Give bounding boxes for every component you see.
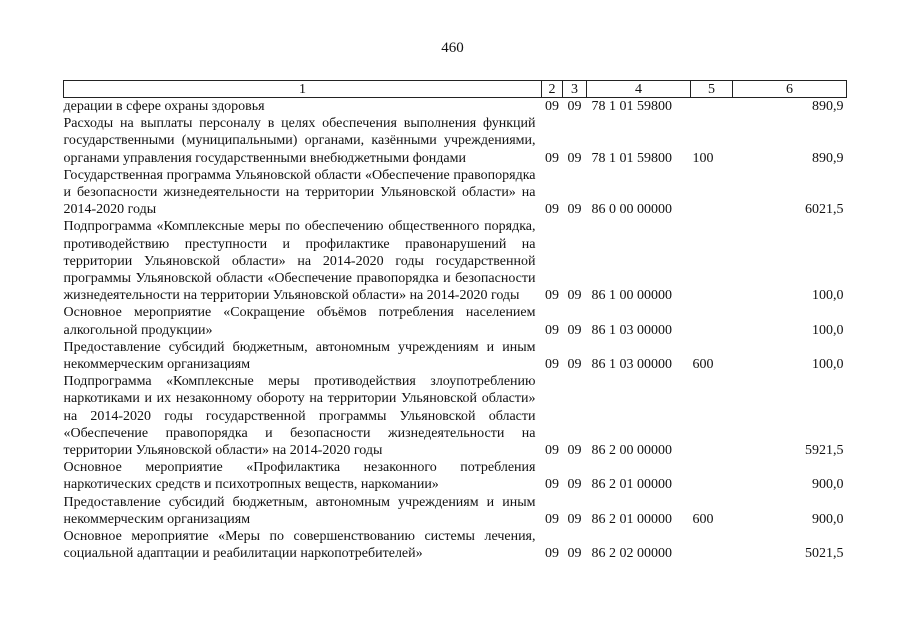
row-expense-type: [691, 98, 733, 116]
row-target-code: 78 1 01 59800: [591, 99, 672, 114]
row-section: 09: [545, 443, 559, 459]
row-expense-type: 100: [692, 150, 714, 166]
row-expense-type: [691, 218, 733, 304]
row-name-text: Основное мероприятие «Меры по совершенствованию системы лечения, социальной адаптации и реабилитации наркопотребителей»: [63, 529, 536, 562]
table-row: [64, 115, 847, 167]
row-subsection: 09: [567, 202, 582, 218]
row-amount: 890,9: [812, 99, 844, 114]
row-name-text: Государственная программа Ульяновской области «Обеспечение правопорядка и безопасности жизнедеятельности на территории Ульяновской области» на 2014-2020 годы: [63, 167, 536, 218]
row-subsection: 09: [567, 150, 582, 166]
row-name: [64, 115, 542, 167]
row-amount: 900,0: [812, 477, 844, 493]
row-amount: 5021,5: [805, 546, 844, 562]
row-target-code: 86 2 00 00000: [591, 443, 672, 459]
row-name-text: Основное мероприятие «Профилактика незаконного потребления наркотических средств и психотропных веществ, наркомании»: [63, 460, 536, 493]
row-target-code: 86 2 01 00000: [591, 477, 672, 493]
header-col-1: 1: [64, 81, 542, 98]
header-col-4: 4: [587, 81, 691, 98]
row-amount: 100,0: [812, 357, 844, 373]
row-expense-type: [691, 528, 733, 562]
row-name: [64, 528, 542, 562]
row-section: 09: [545, 150, 559, 166]
row-name-text: Предоставление субсидий бюджетным, автономным учреждениям и иным некоммерческим организациям: [63, 339, 536, 373]
row-name-text: Подпрограмма «Комплексные меры противодействия злоупотреблению наркотиками и их незаконному обороту на территории Ульяновской области» на 2014-2020 годы государственной программы Ульяновской области «Обеспечение правопорядка и безопасности жизнедеятельности на территории Ульяновской области» на 2014-2020 годы: [63, 374, 536, 459]
row-name: [64, 304, 542, 338]
table-row: [64, 528, 847, 562]
row-amount: 890,9: [812, 150, 844, 166]
row-section: 09: [545, 546, 559, 562]
row-section: 09: [545, 477, 559, 493]
row-expense-type: 600: [692, 357, 714, 373]
row-section: 09: [545, 357, 559, 373]
row-expense-type: [691, 304, 733, 338]
table-row: [64, 339, 847, 373]
row-amount: 900,0: [812, 511, 844, 527]
row-name: [64, 98, 542, 116]
row-target-code: 86 2 02 00000: [591, 546, 672, 562]
row-name: [64, 218, 542, 304]
table-row: [64, 459, 847, 493]
header-col-6: 6: [733, 81, 847, 98]
row-subsection: 09: [567, 511, 582, 527]
row-name-text: Основное мероприятие «Сокращение объёмов потребления населением алкогольной продукции»: [63, 305, 536, 338]
row-target-code: 86 0 00 00000: [591, 202, 672, 218]
row-name: [64, 494, 542, 528]
row-expense-type: [691, 373, 733, 459]
row-name: [64, 373, 542, 459]
row-name-text: Предоставление субсидий бюджетным, автономным учреждениям и иным некоммерческим организациям: [63, 494, 536, 527]
row-subsection: 09: [567, 443, 582, 459]
row-section: 09: [545, 288, 559, 304]
row-amount: 100,0: [812, 322, 844, 338]
table-row: [64, 304, 847, 338]
header-row: [64, 81, 847, 98]
row-section: 09: [545, 99, 559, 114]
row-expense-type: 600: [692, 511, 714, 527]
table-row: [64, 373, 847, 459]
row-target-code: 86 1 03 00000: [591, 357, 672, 373]
row-section: 09: [545, 202, 559, 218]
row-target-code: 78 1 01 59800: [591, 150, 672, 166]
row-amount: 5921,5: [805, 443, 844, 459]
row-expense-type: [691, 167, 733, 219]
header-col-5: 5: [691, 81, 733, 98]
row-subsection: 09: [567, 546, 582, 562]
row-subsection: 09: [567, 322, 582, 338]
table-header: [64, 81, 847, 98]
row-subsection: 09: [567, 288, 582, 304]
row-target-code: 86 2 01 00000: [591, 511, 672, 527]
budget-table: [63, 80, 847, 562]
row-name-text: дерации в сфере охраны здоровья: [63, 99, 265, 114]
table-row: [64, 218, 847, 304]
row-name: [64, 459, 542, 493]
table-row: [64, 494, 847, 528]
row-target-code: 86 1 03 00000: [591, 322, 672, 338]
row-subsection: 09: [567, 99, 582, 114]
page-number: 460: [441, 40, 464, 56]
row-name: [64, 339, 542, 373]
row-expense-type: [691, 459, 733, 493]
row-name: [64, 167, 542, 219]
table-body: [64, 98, 847, 563]
table-row: [64, 98, 847, 116]
row-target-code: 86 1 00 00000: [591, 288, 672, 304]
row-subsection: 09: [567, 357, 582, 373]
row-section: 09: [545, 511, 559, 527]
row-amount: 100,0: [812, 288, 844, 304]
row-section: 09: [545, 322, 559, 338]
row-amount: 6021,5: [805, 202, 844, 218]
row-subsection: 09: [567, 477, 582, 493]
row-name-text: Подпрограмма «Комплексные меры по обеспечению общественного порядка, противодействию преступности и профилактике правонарушений на территории Ульяновской области» на 2014-2020 годы государственной программы Ульяновской области «Обеспечение правопорядка и безопасности жизнедеятельности на территории Ульяновской области» на 2014-2020 годы: [63, 219, 536, 304]
header-col-2: 2: [542, 81, 563, 98]
table-row: [64, 167, 847, 219]
header-col-3: 3: [563, 81, 587, 98]
row-name-text: Расходы на выплаты персоналу в целях обеспечения выполнения функций государственными (муниципальными) органами, казёнными учреждениями, органами управления государственными внебюджетными фондами: [63, 116, 536, 166]
